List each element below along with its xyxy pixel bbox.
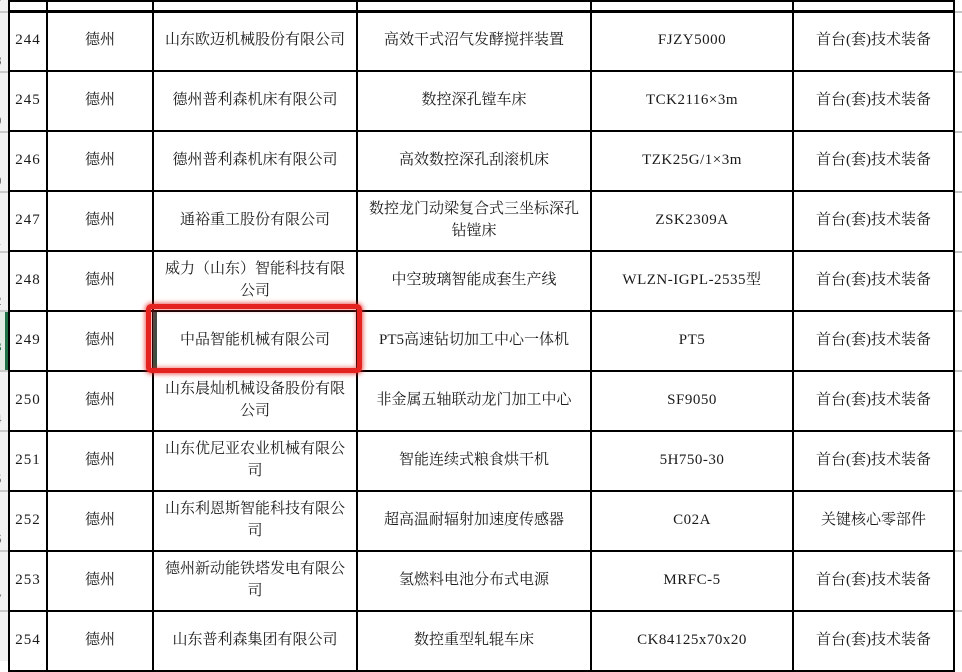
- row-number-cell[interactable]: 253: [9, 551, 47, 611]
- gridline-tick: [954, 490, 962, 492]
- gridline-tick: [0, 71, 8, 73]
- table-row: [9, 191, 954, 251]
- city-cell[interactable]: 德州: [47, 371, 153, 431]
- gridline-tick: [0, 310, 8, 312]
- gridline-tick: [954, 550, 962, 552]
- table-row: [9, 371, 954, 431]
- product-cell[interactable]: PT5高速钻切加工中心一体机: [357, 311, 591, 371]
- product-cell[interactable]: 高效干式沼气发酵搅拌装置: [357, 11, 591, 71]
- model-cell[interactable]: ZSK2309A: [591, 191, 793, 251]
- city-cell[interactable]: 德州: [47, 431, 153, 491]
- city-cell[interactable]: 德州: [47, 131, 153, 191]
- table-row: [9, 71, 954, 131]
- row-header-partial-digit: [0, 412, 9, 426]
- table-row: [9, 11, 954, 71]
- row-header-partial-digit: [0, 234, 9, 248]
- company-cell[interactable]: 山东欧迈机械股份有限公司: [153, 11, 357, 71]
- city-cell[interactable]: 德州: [47, 71, 153, 131]
- category-cell[interactable]: 首台(套)技术装备: [793, 551, 954, 611]
- product-cell[interactable]: 数控重型轧辊车床: [357, 611, 591, 671]
- product-cell[interactable]: 智能连续式粮食烘干机: [357, 431, 591, 491]
- gridline-tick: [954, 610, 962, 612]
- company-cell[interactable]: 山东普利森集团有限公司: [153, 611, 357, 671]
- product-cell[interactable]: 数控深孔镗车床: [357, 71, 591, 131]
- row-number-cell[interactable]: 245: [9, 71, 47, 131]
- row-number-cell[interactable]: 254: [9, 611, 47, 671]
- category-cell[interactable]: 首台(套)技术装备: [793, 251, 954, 311]
- gridline-tick: [954, 11, 962, 13]
- row-header-partial-digit: [0, 294, 9, 308]
- row-header-partial-digit: [0, 174, 9, 188]
- gridline-tick: [954, 370, 962, 372]
- gridline-tick: [0, 370, 8, 372]
- company-cell[interactable]: 通裕重工股份有限公司: [153, 191, 357, 251]
- model-cell[interactable]: MRFC-5: [591, 551, 793, 611]
- gridline-tick: [0, 251, 8, 253]
- row-header-partial-digit: [0, 340, 9, 354]
- company-cell[interactable]: 德州普利森机床有限公司: [153, 131, 357, 191]
- gridline-tick: [954, 310, 962, 312]
- model-cell[interactable]: CK84125x70x20: [591, 611, 793, 671]
- category-cell[interactable]: 首台(套)技术装备: [793, 431, 954, 491]
- company-cell[interactable]: 山东优尼亚农业机械有限公司: [153, 431, 357, 491]
- product-cell[interactable]: 氢燃料电池分布式电源: [357, 551, 591, 611]
- table-row: [9, 251, 954, 311]
- product-cell[interactable]: 超高温耐辐射加速度传感器: [357, 491, 591, 551]
- row-number-cell[interactable]: 248: [9, 251, 47, 311]
- category-cell[interactable]: 首台(套)技术装备: [793, 611, 954, 671]
- row-header-partial-digit: [0, 114, 9, 128]
- gridline-tick: [954, 430, 962, 432]
- model-cell[interactable]: C02A: [591, 491, 793, 551]
- product-cell[interactable]: 非金属五轴联动龙门加工中心: [357, 371, 591, 431]
- row-number-cell[interactable]: 246: [9, 131, 47, 191]
- company-cell[interactable]: 山东利恩斯智能科技有限公司: [153, 491, 357, 551]
- gridline-tick: [954, 191, 962, 193]
- company-cell[interactable]: 中品智能机械有限公司: [153, 311, 357, 371]
- equipment-table: [8, 0, 955, 672]
- right-cut-column: [954, 0, 962, 661]
- category-cell[interactable]: 首台(套)技术装备: [793, 311, 954, 371]
- gridline-tick: [0, 131, 8, 133]
- table-row: [9, 131, 954, 191]
- row-number-cell[interactable]: 249: [9, 311, 47, 371]
- row-number-cell[interactable]: 252: [9, 491, 47, 551]
- category-cell[interactable]: 首台(套)技术装备: [793, 11, 954, 71]
- row-number-cell[interactable]: 247: [9, 191, 47, 251]
- row-header-partial-digit: [0, 472, 9, 486]
- category-cell[interactable]: 首台(套)技术装备: [793, 371, 954, 431]
- gridline-tick: [0, 490, 8, 492]
- table-row: [9, 551, 954, 611]
- row-header-partial-digit: [0, 592, 9, 606]
- category-cell[interactable]: 首台(套)技术装备: [793, 191, 954, 251]
- model-cell[interactable]: WLZN-IGPL-2535型: [591, 251, 793, 311]
- table-row: [9, 431, 954, 491]
- row-number-cell[interactable]: 244: [9, 11, 47, 71]
- row-header-strip: [0, 0, 8, 661]
- gridline-tick: [0, 191, 8, 193]
- category-cell[interactable]: 关键核心零部件: [793, 491, 954, 551]
- company-cell[interactable]: 德州新动能铁塔发电有限公司: [153, 551, 357, 611]
- city-cell[interactable]: 德州: [47, 611, 153, 671]
- company-cell[interactable]: 山东晨灿机械设备股份有限公司: [153, 371, 357, 431]
- model-cell[interactable]: SF9050: [591, 371, 793, 431]
- row-number-cell[interactable]: 250: [9, 371, 47, 431]
- model-cell[interactable]: 5H750-30: [591, 431, 793, 491]
- table-row: [9, 311, 954, 371]
- category-cell[interactable]: 首台(套)技术装备: [793, 71, 954, 131]
- row-number-cell[interactable]: 251: [9, 431, 47, 491]
- row-header-partial-digit: [0, 0, 9, 10]
- model-cell[interactable]: FJZY5000: [591, 11, 793, 71]
- city-cell[interactable]: 德州: [47, 251, 153, 311]
- selected-cell-left-border: [153, 312, 157, 369]
- city-cell[interactable]: 德州: [47, 491, 153, 551]
- model-cell[interactable]: TZK25G/1×3m: [591, 131, 793, 191]
- gridline-tick: [954, 251, 962, 253]
- gridline-tick: [0, 610, 8, 612]
- table-row: [9, 611, 954, 671]
- product-cell[interactable]: 高效数控深孔刮滚机床: [357, 131, 591, 191]
- row-header-partial-digit: [0, 54, 9, 68]
- gridline-tick: [0, 550, 8, 552]
- city-cell[interactable]: 德州: [47, 11, 153, 71]
- company-cell[interactable]: 德州普利森机床有限公司: [153, 71, 357, 131]
- model-cell[interactable]: PT5: [591, 311, 793, 371]
- gridline-tick: [0, 430, 8, 432]
- city-cell[interactable]: 德州: [47, 551, 153, 611]
- gridline-tick: [954, 131, 962, 133]
- gridline-tick: [0, 11, 8, 13]
- product-cell[interactable]: 中空玻璃智能成套生产线: [357, 251, 591, 311]
- partial-row-top: [9, 1, 954, 11]
- city-cell[interactable]: 德州: [47, 311, 153, 371]
- model-cell[interactable]: TCK2116×3m: [591, 71, 793, 131]
- category-cell[interactable]: 首台(套)技术装备: [793, 131, 954, 191]
- company-cell[interactable]: 威力（山东）智能科技有限公司: [153, 251, 357, 311]
- gridline-tick: [954, 71, 962, 73]
- city-cell[interactable]: 德州: [47, 191, 153, 251]
- row-header-partial-digit: [0, 532, 9, 546]
- product-cell[interactable]: 数控龙门动梁复合式三坐标深孔钻镗床: [357, 191, 591, 251]
- table-row: [9, 491, 954, 551]
